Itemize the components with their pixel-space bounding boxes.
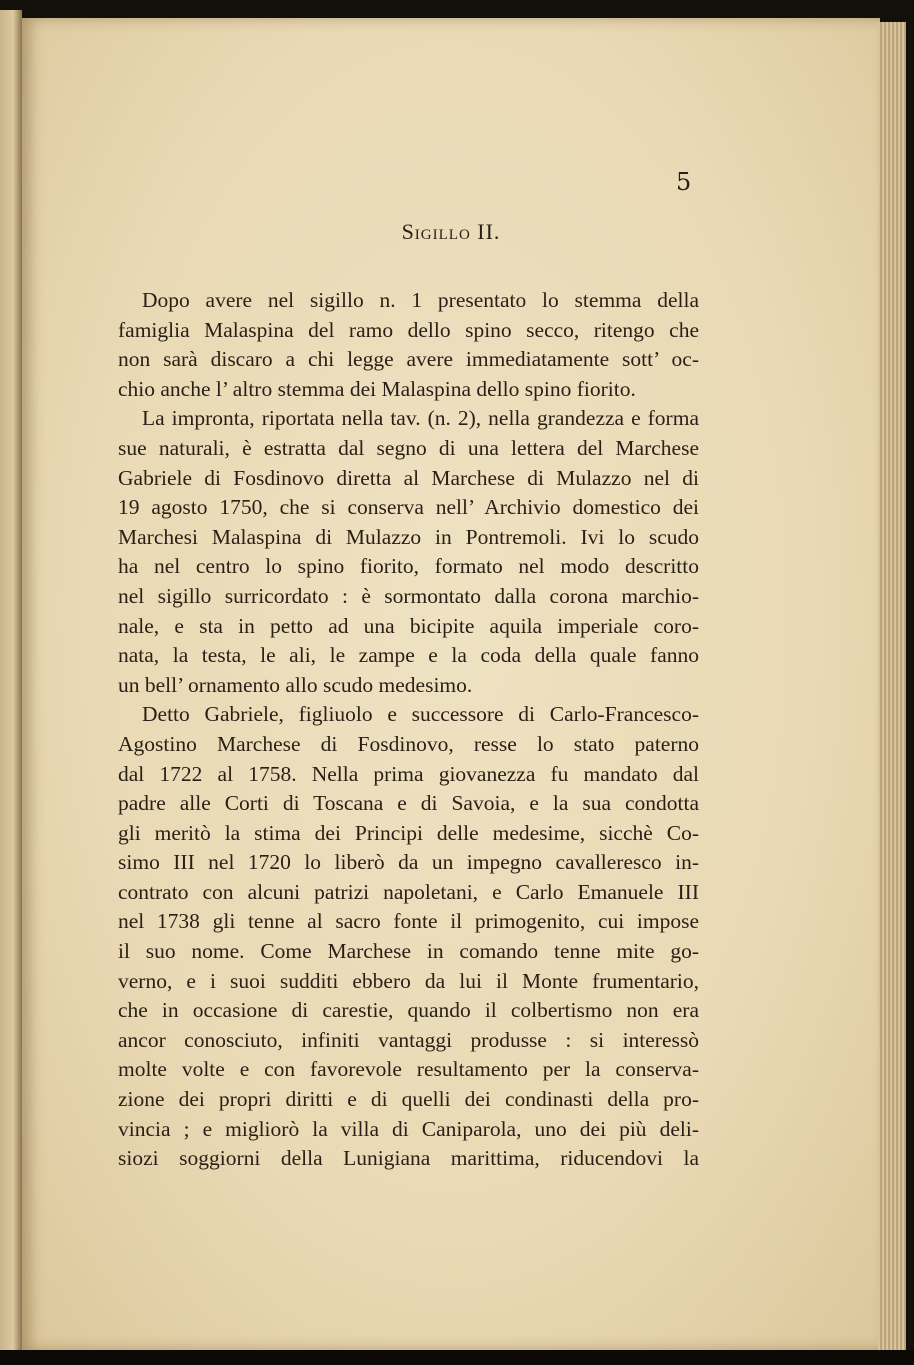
text-line: un bell’ ornamento allo scudo medesimo.: [118, 672, 473, 697]
body-text: [118, 286, 699, 1174]
text-line: siozi soggiorni della Lunigiana marittima, riducendovi la: [118, 1146, 699, 1171]
text-line: padre alle Corti di Toscana e di Savoia, e la sua condotta: [118, 791, 699, 816]
text-line: famiglia Malaspina del ramo dello spino secco, ritengo che: [118, 317, 699, 342]
text-line: contrato con alcuni patrizi napoletani, e Carlo Emanuele III: [118, 879, 699, 904]
text-line: nel sigillo surricordato : è sormontato dalla corona marchio-: [118, 583, 699, 608]
text-line: nel 1738 gli tenne al sacro fonte il primogenito, cui impose: [118, 909, 699, 934]
text-line: La impronta, riportata nella tav. (n. 2), nella grandezza e forma: [142, 406, 699, 431]
text-line: molte volte e con favorevole resultamento per la conserva-: [118, 1057, 699, 1082]
text-line: Agostino Marchese di Fosdinovo, resse lo stato paterno: [118, 731, 699, 756]
page-sheet: [22, 18, 880, 1350]
text-line: nale, e sta in petto ad una bicipite aquila imperiale coro-: [118, 613, 699, 638]
text-line: chio anche l’ altro stemma dei Malaspina dello spino fiorito.: [118, 376, 636, 401]
text-line: verno, e i suoi sudditi ebbero da lui il Monte frumentario,: [118, 968, 699, 993]
bottom-edge: [0, 1350, 914, 1365]
text-line: ancor conosciuto, infiniti vantaggi produsse : si interessò: [118, 1027, 699, 1052]
text-line: gli meritò la stima dei Principi delle medesime, sicchè Co-: [118, 820, 699, 845]
text-line: sue naturali, è estratta dal segno di una lettera del Marchese: [118, 435, 699, 460]
left-page-edge: [0, 10, 22, 1350]
page-stack-edge: [878, 22, 906, 1352]
section-title: Sigillo II.: [401, 219, 501, 244]
text-line: non sarà discaro a chi legge avere immediatamente sott’ oc-: [118, 347, 699, 372]
text-line: 19 agosto 1750, che si conserva nell’ Archivio domestico dei: [118, 495, 699, 520]
text-line: il suo nome. Come Marchese in comando tenne mite go-: [118, 939, 699, 964]
text-line: dal 1722 al 1758. Nella prima giovanezza fu mandato dal: [118, 761, 699, 786]
text-line: nata, la testa, le ali, le zampe e la coda della quale fanno: [118, 643, 699, 668]
text-line: zione dei propri diritti e di quelli dei condinasti della pro-: [118, 1087, 699, 1112]
text-line: Dopo avere nel sigillo n. 1 presentato lo stemma della: [142, 288, 699, 312]
text-line: Marchesi Malaspina di Mulazzo in Pontremoli. Ivi lo scudo: [118, 524, 699, 549]
text-line: Detto Gabriele, figliuolo e successore di Carlo-Francesco-: [142, 702, 699, 727]
text-line: che in occasione di carestie, quando il colbertismo non era: [118, 998, 699, 1023]
page-number: 5: [676, 168, 692, 196]
text-line: simo III nel 1720 lo liberò da un impegno cavalleresco in-: [118, 850, 699, 875]
text-line: Gabriele di Fosdinovo diretta al Marchese di Mulazzo nel di: [118, 465, 699, 490]
text-line: vincia ; e migliorò la villa di Caniparola, uno dei più deli-: [118, 1116, 699, 1141]
text-line: ha nel centro lo spino fiorito, formato nel modo descritto: [118, 554, 699, 579]
